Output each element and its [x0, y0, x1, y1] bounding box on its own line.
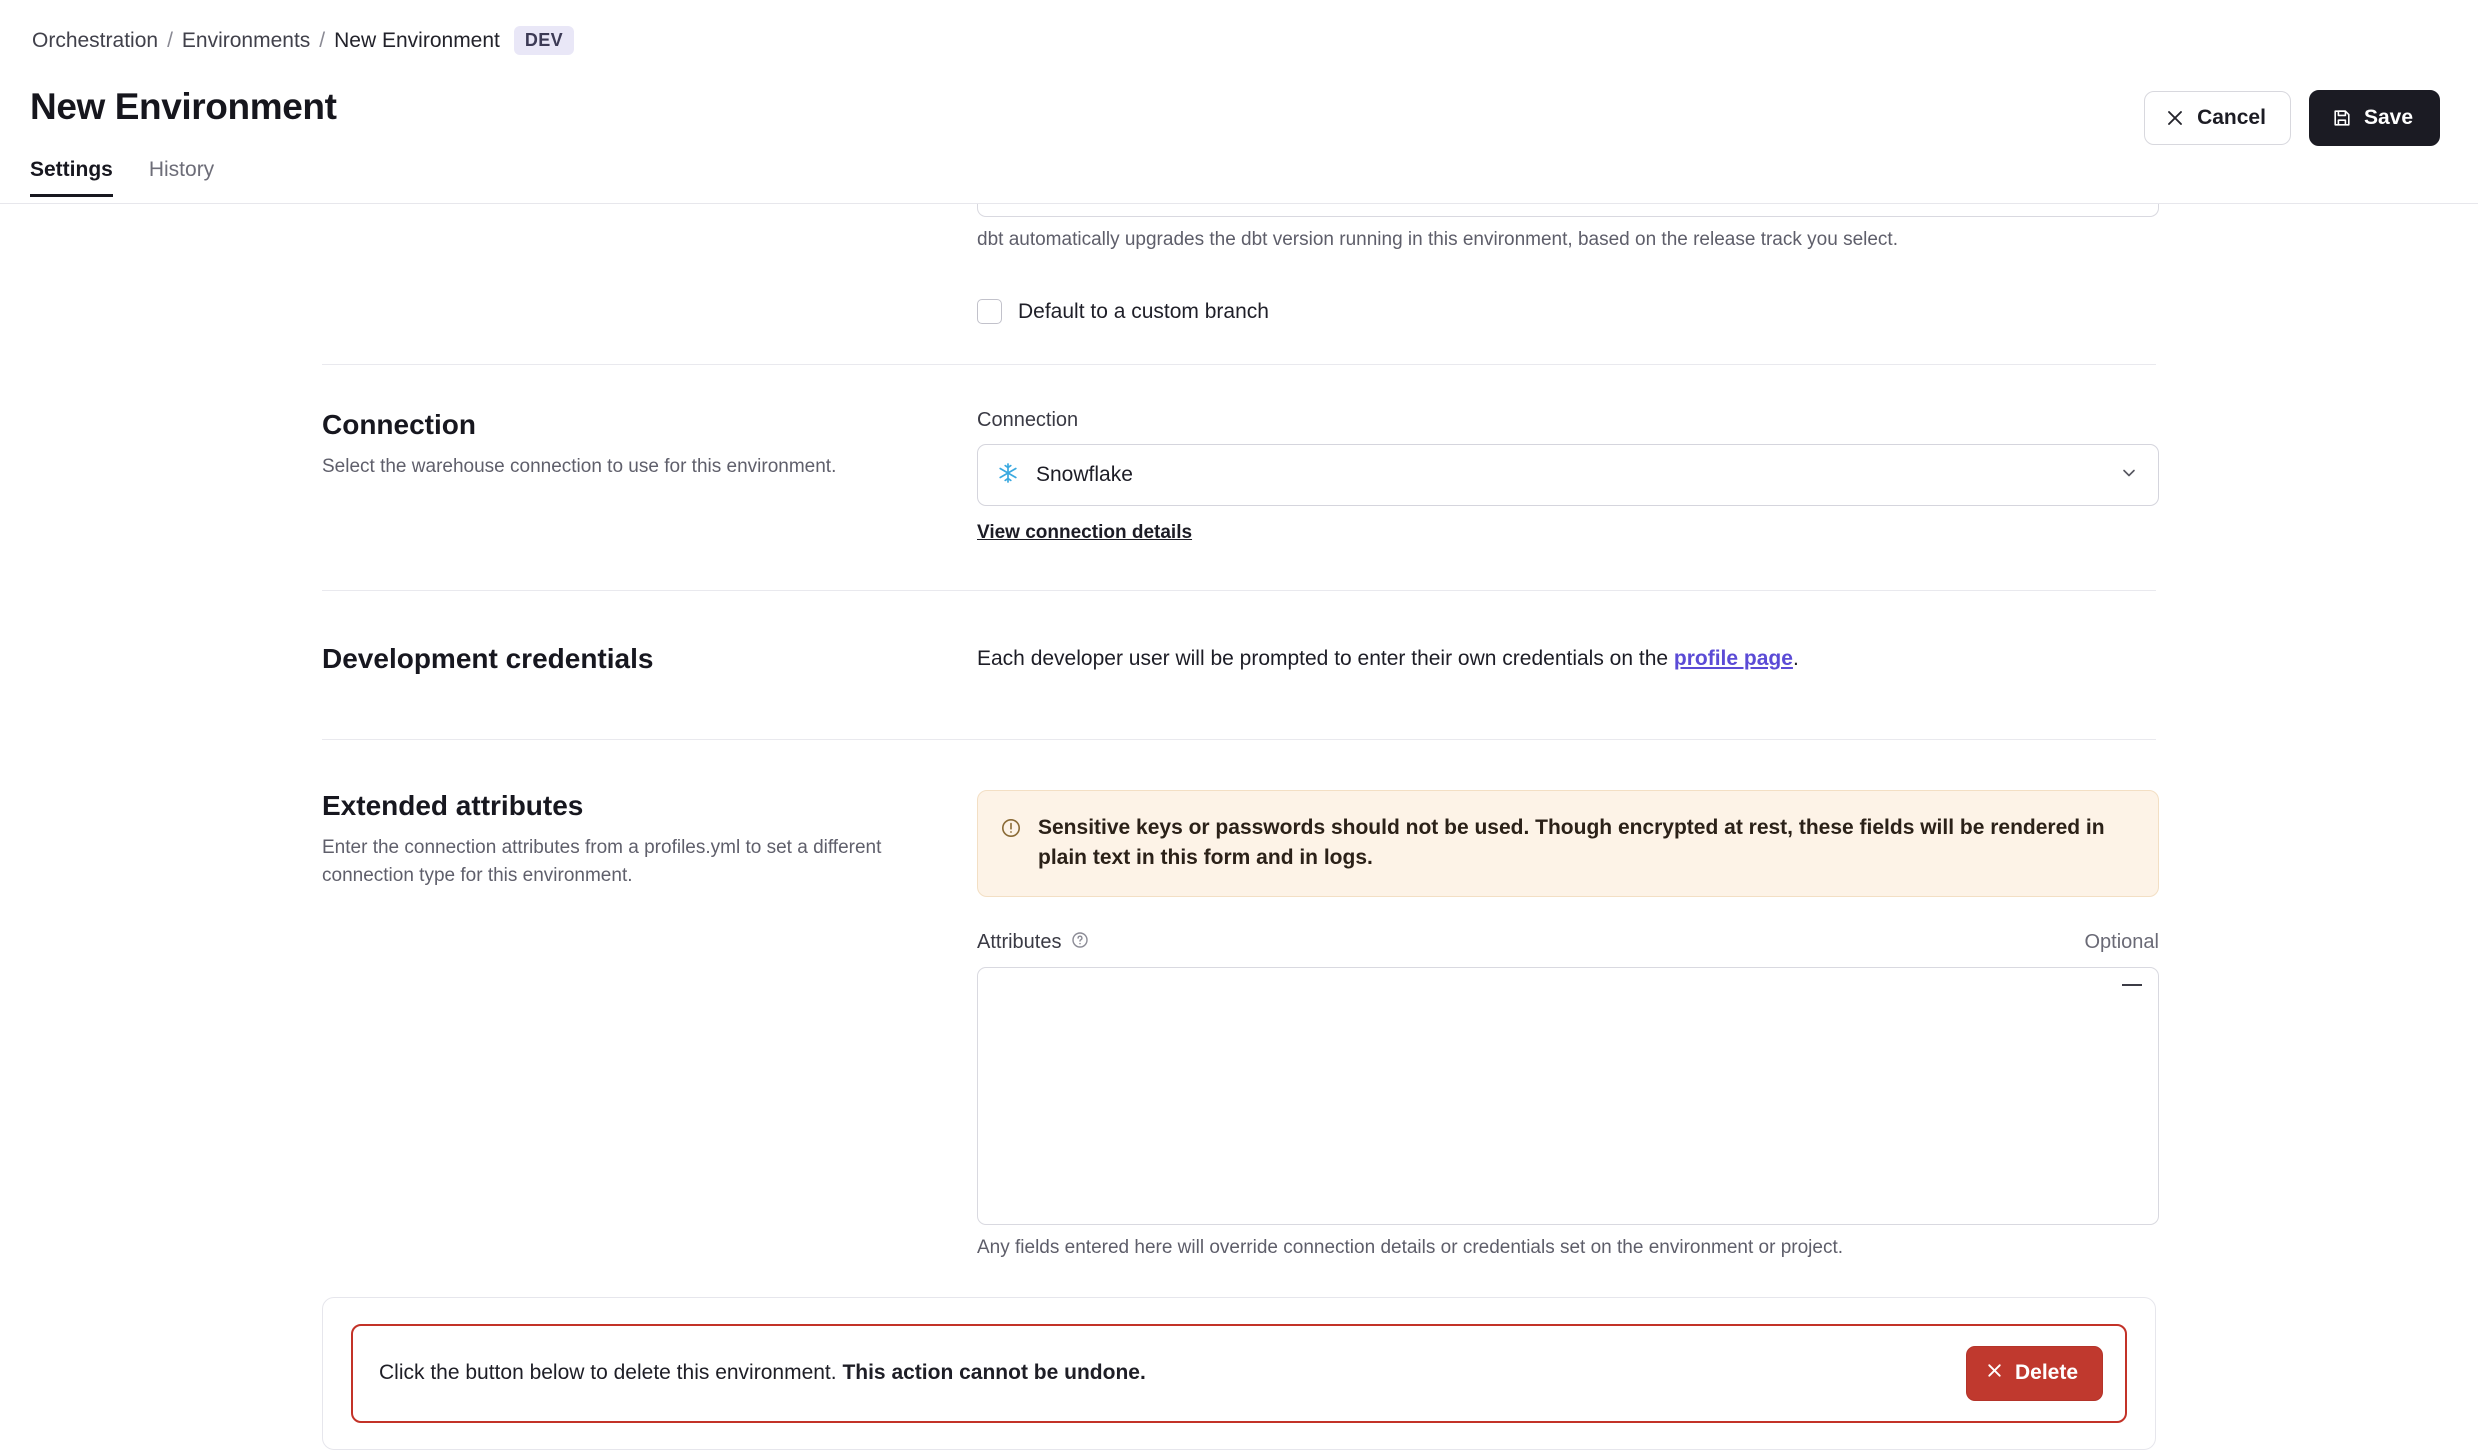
delete-button[interactable] — [1966, 1346, 2103, 1401]
attributes-optional-label: Optional — [2084, 931, 2159, 954]
connection-title: Connection — [322, 409, 476, 440]
extended-attributes-title: Extended attributes — [322, 790, 584, 821]
connection-section — [0, 365, 2478, 590]
breadcrumb — [32, 26, 574, 55]
attributes-code-editor[interactable] — [977, 967, 2159, 1225]
general-right — [977, 204, 2159, 324]
dbt-version-hint: dbt automatically upgrades the dbt version running in this environment, based on the release track you select. — [977, 229, 1898, 250]
attributes-label: Attributes — [977, 931, 1062, 954]
breadcrumb-separator: / — [319, 28, 326, 52]
delete-text-strong: This action cannot be undone. — [842, 1361, 1146, 1385]
credentials-title: Development credentials — [322, 643, 654, 674]
cancel-button[interactable] — [2144, 91, 2291, 145]
custom-branch-label: Default to a custom branch — [1018, 299, 1269, 323]
connection-select[interactable] — [977, 444, 2159, 506]
chevron-down-icon — [2120, 464, 2138, 487]
breadcrumb-item-current: New Environment — [334, 28, 500, 52]
page-title: New Environment — [30, 86, 337, 127]
environment-type-badge: DEV — [514, 26, 574, 55]
delete-environment-box — [351, 1324, 2127, 1423]
sensitive-keys-warning — [977, 790, 2159, 897]
dbt-version-select[interactable] — [977, 204, 2159, 217]
extended-attributes-left — [322, 790, 977, 1259]
tab-bar — [30, 158, 214, 197]
collapse-icon[interactable] — [2122, 984, 2142, 986]
connection-right — [977, 409, 2159, 544]
extended-attributes-section — [0, 740, 2478, 1259]
snowflake-icon — [996, 461, 1020, 490]
general-section — [0, 204, 2478, 324]
connection-left — [322, 409, 977, 544]
custom-branch-checkbox[interactable] — [977, 299, 1002, 324]
view-connection-details-link[interactable]: View connection details — [977, 522, 1193, 543]
cancel-button-label: Cancel — [2197, 106, 2266, 129]
attributes-footer-hint: Any fields entered here will override connection details or credentials set on the environment or project. — [977, 1236, 1844, 1258]
save-button[interactable] — [2309, 90, 2440, 146]
general-left — [322, 204, 977, 324]
delete-text-before: Click the button below to delete this environment. — [379, 1361, 843, 1385]
credentials-text-before: Each developer user will be prompted to enter their own credentials on the — [977, 647, 1674, 670]
profile-page-link[interactable]: profile page — [1673, 647, 1793, 670]
save-button-label: Save — [2363, 106, 2413, 129]
breadcrumb-separator: / — [167, 28, 173, 52]
connection-field-label: Connection — [977, 409, 1079, 431]
settings-content — [0, 204, 2478, 1450]
extended-attributes-right — [977, 790, 2159, 1259]
sensitive-keys-warning-text: Sensitive keys or passwords should not be used. Though encrypted at rest, these fields will be rendered in plain text in this form and in logs. — [1038, 816, 2105, 870]
warning-icon — [1000, 817, 1022, 874]
breadcrumb-item-environments[interactable]: Environments — [181, 28, 311, 52]
extended-attributes-description: Enter the connection attributes from a profiles.yml to set a different connection type for this environment. — [322, 837, 882, 886]
custom-branch-row[interactable] — [977, 299, 2159, 324]
delete-button-label: Delete — [2014, 1361, 2078, 1385]
connection-selected-value: Snowflake — [1036, 463, 1133, 486]
danger-zone-card — [322, 1297, 2156, 1450]
credentials-text-after: . — [1792, 647, 1799, 670]
attributes-header — [977, 931, 2159, 955]
tab-history[interactable]: History — [148, 158, 215, 181]
header-actions — [2144, 90, 2440, 146]
save-disk-icon — [2332, 108, 2352, 128]
close-icon — [2165, 108, 2185, 128]
credentials-right — [977, 643, 2156, 675]
credentials-text — [977, 643, 2156, 675]
connection-description: Select the warehouse connection to use for this environment. — [322, 456, 837, 477]
tab-settings[interactable]: Settings — [30, 158, 113, 197]
attributes-label-group — [977, 931, 1089, 955]
breadcrumb-item-orchestration[interactable]: Orchestration — [32, 28, 159, 52]
close-icon — [1985, 1361, 2004, 1386]
delete-environment-text — [379, 1361, 1146, 1385]
credentials-left — [322, 643, 977, 687]
development-credentials-section — [0, 591, 2478, 739]
help-circle-icon[interactable] — [1071, 931, 1089, 955]
